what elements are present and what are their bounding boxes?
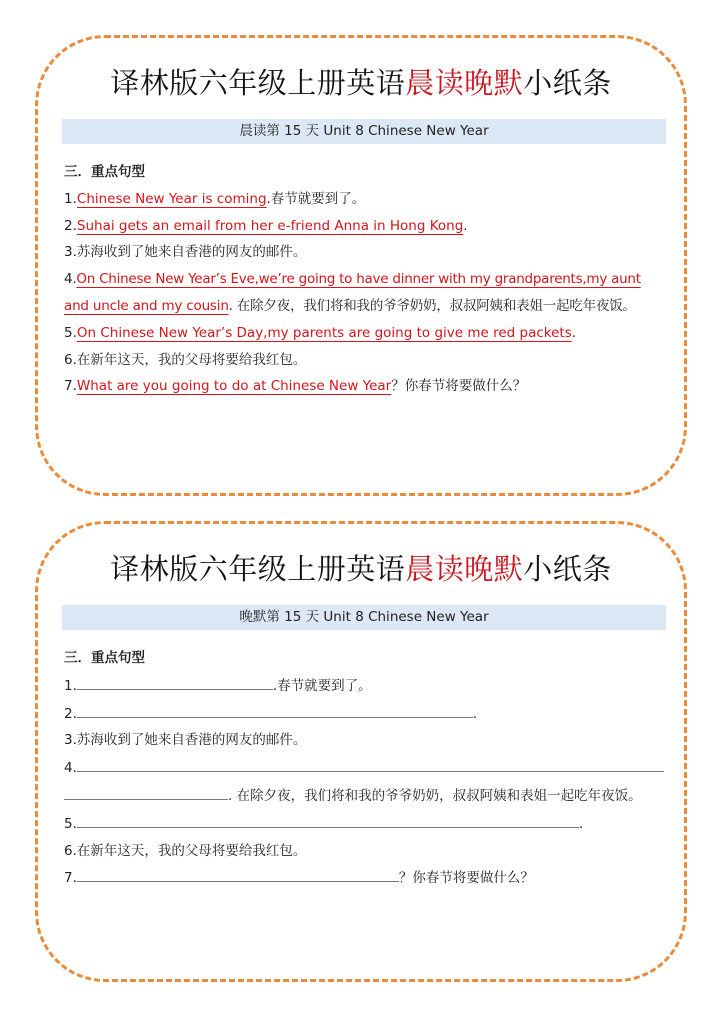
- chinese-sentence: 苏海收到了她来自香港的网友的邮件。: [76, 244, 307, 261]
- chinese-translation: . 在除夕夜，我们将和我的爷爷奶奶，叔叔阿姨和表姐一起吃年夜饭。: [228, 297, 636, 314]
- title-highlight: 晨读晚默: [405, 552, 524, 586]
- item-number: 4.: [64, 271, 77, 288]
- title-suffix: 小纸条: [523, 552, 612, 586]
- item-number: 5.: [64, 815, 77, 832]
- english-answer: Suhai gets an email from her e-friend Anna in Hong Kong: [76, 217, 464, 234]
- chinese-translation: .春节就要到了。: [272, 677, 372, 694]
- item-number: 3.: [64, 732, 77, 749]
- punctuation: .: [472, 705, 478, 722]
- item-number: 6.: [64, 351, 77, 368]
- item-number: 4.: [64, 760, 77, 777]
- chinese-translation: . 在除夕夜，我们将和我的爷爷奶奶，叔叔阿姨和表姐一起吃年夜饭。: [228, 787, 642, 804]
- answer-blank[interactable]: [77, 810, 579, 828]
- answer-blank[interactable]: [77, 754, 664, 772]
- english-answer: What are you going to do at Chinese New Year: [76, 378, 392, 395]
- english-answer: and uncle and my cousin: [64, 297, 229, 314]
- item-number: 1.: [64, 677, 77, 694]
- dictation-2: [64, 700, 664, 728]
- item-number: 3.: [64, 244, 77, 261]
- english-answer: On Chinese New Year’s Day,my parents are going to give me red packets: [76, 324, 572, 341]
- sentence-6: [64, 347, 664, 374]
- evening-dictation-card: [35, 521, 687, 982]
- card-title: [38, 547, 684, 588]
- sentence-7: [64, 373, 664, 400]
- sentence-list: [64, 159, 664, 400]
- card-title: [38, 61, 684, 102]
- english-answer: On Chinese New Year’s Eve,we’re going to have dinner with my grandparents,my aunt: [76, 271, 641, 288]
- punctuation: .: [463, 217, 468, 234]
- dictation-4: [64, 754, 664, 782]
- day-banner: 晚默第 15 天 Unit 8 Chinese New Year: [62, 605, 666, 630]
- sentence-2: [64, 213, 664, 240]
- sentence-4: [64, 266, 664, 293]
- answer-blank[interactable]: [77, 672, 273, 690]
- title-highlight: 晨读晚默: [405, 66, 524, 100]
- item-number: 7.: [64, 870, 77, 887]
- answer-blank[interactable]: [77, 864, 399, 882]
- dictation-4-cont: [64, 782, 664, 810]
- dictation-7: [64, 864, 664, 892]
- chinese-sentence: 在新年这天，我的父母将要给我红包。: [76, 842, 307, 859]
- dictation-6: [64, 838, 664, 865]
- answer-blank[interactable]: [64, 782, 228, 800]
- item-number: 6.: [64, 842, 77, 859]
- item-number: 7.: [64, 378, 77, 395]
- chinese-translation: ？你春节将要做什么？: [398, 870, 534, 887]
- section-heading: 三．重点句型: [64, 164, 145, 180]
- item-number: 2.: [64, 705, 77, 722]
- dictation-1: [64, 672, 664, 700]
- title-suffix: 小纸条: [523, 66, 612, 100]
- section-heading: 三．重点句型: [64, 650, 145, 666]
- morning-reading-card: [35, 35, 687, 496]
- item-number: 5.: [64, 324, 77, 341]
- punctuation: .: [578, 815, 584, 832]
- chinese-translation: ？你春节将要做什么？: [391, 378, 527, 395]
- dictation-list: [64, 645, 664, 892]
- chinese-translation: .春节就要到了。: [266, 190, 366, 207]
- sentence-4-cont: [64, 293, 664, 320]
- title-prefix: 译林版六年级上册英语: [110, 552, 406, 586]
- item-number: 1.: [64, 190, 77, 207]
- dictation-3: [64, 727, 664, 754]
- day-banner: 晨读第 15 天 Unit 8 Chinese New Year: [62, 119, 666, 144]
- chinese-sentence: 苏海收到了她来自香港的网友的邮件。: [76, 732, 307, 749]
- dictation-5: [64, 810, 664, 838]
- punctuation: .: [571, 324, 577, 341]
- english-answer: Chinese New Year is coming: [76, 190, 267, 207]
- answer-blank[interactable]: [77, 700, 473, 718]
- sentence-5: [64, 320, 664, 347]
- chinese-sentence: 在新年这天，我的父母将要给我红包。: [76, 351, 307, 368]
- sentence-3: [64, 239, 664, 266]
- title-prefix: 译林版六年级上册英语: [110, 66, 406, 100]
- item-number: 2.: [64, 217, 77, 234]
- sentence-1: [64, 186, 664, 213]
